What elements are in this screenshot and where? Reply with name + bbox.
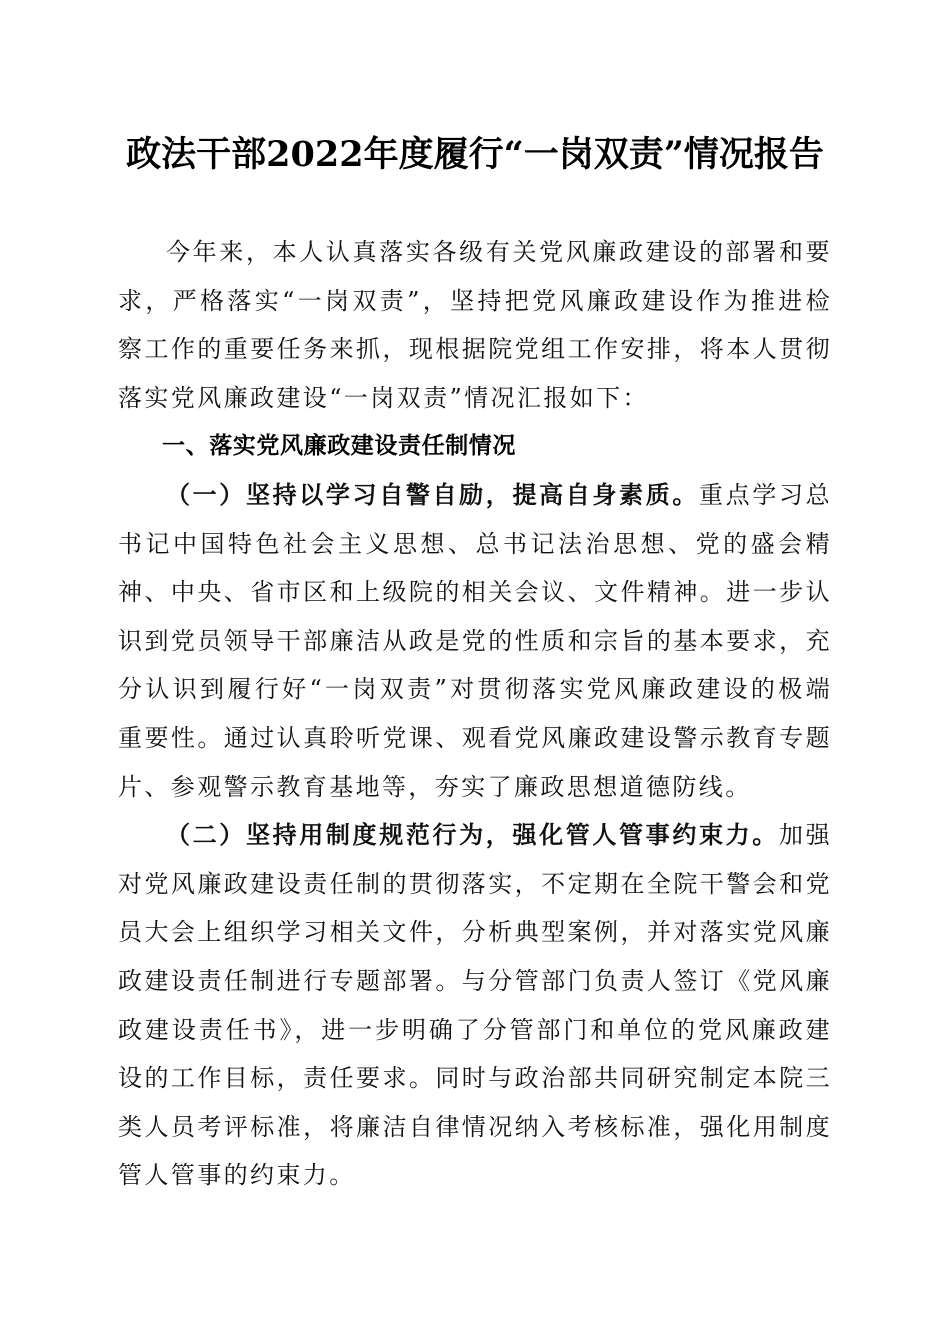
section-item-paragraph: [118, 811, 832, 1200]
item-text: 重点学习总书记中国特色社会主义思想、总书记法治思想、党的盛会精神、中央、省市区和上级院的相关会议、文件精神。进一步认识到党员领导干部廉洁从政是党的性质和宗旨的基本要求，充分认识到履行好“一岗双责”对贯彻落实党风廉政建设的极端重要性。通过认真聆听党课、观看党风廉政建设警示教育专题片、参观警示教育基地等，夯实了廉政思想道德防线。: [118, 480, 832, 801]
item-text: 加强对党风廉政建设责任制的贯彻落实，不定期在全院干警会和党员大会上组织学习相关文件，分析典型案例，并对落实党风廉政建设责任制进行专题部署。与分管部门负责人签订《党风廉政建设责任书》，进一步明确了分管部门和单位的党风廉政建设的工作目标，责任要求。同时与政治部共同研究制定本院三类人员考评标准，将廉洁自律情况纳入考核标准，强化用制度管人管事的约束力。: [118, 821, 832, 1190]
section-heading: 一、落实党风廉政建设责任制情况: [162, 433, 516, 460]
item-lead: （二）坚持用制度规范行为，强化管人管事约束力。: [166, 820, 779, 850]
document-title: 政法干部2022年度履行“一岗双责”情况报告: [126, 134, 824, 175]
intro-paragraph: 今年来，本人认真落实各级有关党风廉政建设的部署和要求，严格落实“一岗双责”，坚持把党风廉政建设作为推进检察工作的重要任务来抓，现根据院党组工作安排，将本人贯彻落实党风廉政建设“一岗双责”情况汇报如下：: [118, 238, 832, 412]
section-item-paragraph: [118, 471, 832, 811]
item-lead: （一）坚持以学习自警自励，提高自身素质。: [166, 479, 699, 509]
document-body: [118, 228, 832, 1200]
